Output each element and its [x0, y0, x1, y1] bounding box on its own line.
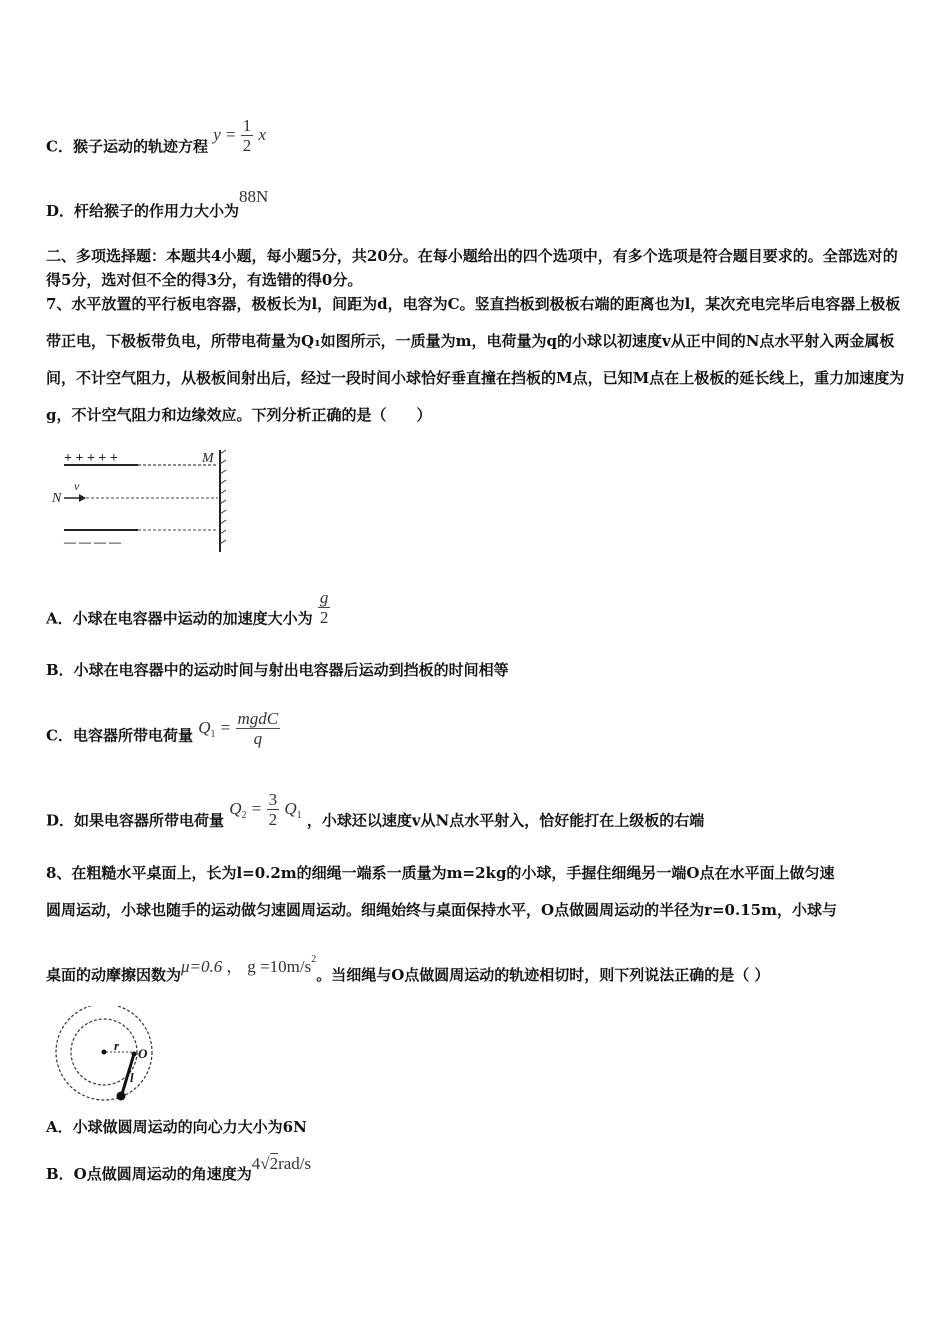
option-d-q7: D．如果电容器所带电荷量 $Q_2$ = $\frac{3}{2}$ $Q_1$ ，小球还以速度v从N点水平射入，恰好能打在上级板的右端	[46, 790, 705, 830]
label-m: M	[202, 451, 214, 466]
fraction: $\frac{g}{2}$	[319, 588, 329, 627]
label-v: v	[74, 479, 80, 493]
question-8-line2: 圆周运动，小球也随手的运动做匀速圆周运动。细绳始终与桌面保持水平，O点做圆周运动的半径为r=0.15m，小球与	[46, 901, 837, 919]
question-8-line3: 桌面的动摩擦因数为μ=0.6 ， $g =10m/s^2$。当细绳与O点做圆周运动的轨迹相切时，则下列说法正确的是（ ）	[46, 954, 770, 984]
option-d-q6: D．杆给猴子的作用力大小为88N	[46, 187, 269, 220]
option-b-q8: B．O点做圆周运动的角速度为4√2rad/s	[46, 1154, 312, 1183]
circle-figure	[50, 1006, 160, 1106]
fraction: $\frac{\text{mgdC}}{q}$	[237, 709, 279, 748]
top-plate-charges: + + + + +	[64, 451, 118, 466]
fraction: $\frac{1}{2}$	[242, 116, 252, 155]
section-header: 二、多项选择题：本题共4小题，每小题5分，共20分。在每小题给出的四个选项中，有多个选项是符合题目要求的。全部选对的得5分，选对但不全的得3分，有选错的得0分。	[46, 247, 898, 289]
option-a-q8: A．小球做圆周运动的向心力大小为6N	[46, 1118, 307, 1136]
question-8-line1: 8、在粗糙水平桌面上，长为l=0.2m的细绳一端系一质量为m=2kg的小球，手握住细绳另一端O点在水平面上做匀速	[46, 864, 835, 882]
question-7-text: 7、水平放置的平行板电容器，极板长为l，间距为d，电容为C。竖直挡板到极板右端的距离也为l，某次充电完毕后电容器上极板带正电，下极板带负电，所带电荷量为Q₁如图所示，一质量为m，电荷量为q的小球以初速度v从正中间的N点水平射入两金属板间，不计空气阻力，从极板间射出后，经过一段时间小球恰好垂直撞在挡板的M点，已知M点在上极板的延长线上，重力加速度为g，不计空气阻力和边缘效应。下列分析正确的是（ ）	[46, 295, 905, 424]
bottom-plate-charges: — — — —	[64, 535, 121, 549]
option-b-q7: B．小球在电容器中的运动时间与射出电容器后运动到挡板的时间相等	[46, 661, 509, 679]
center-dot	[102, 1050, 107, 1055]
fraction: $\frac{3}{2}$	[268, 790, 278, 829]
label-l: l	[130, 1070, 134, 1085]
option-c-q7: C．电容器所带电荷量 $Q_1$ = $\frac{\text{mgdC}}{q}$	[46, 709, 279, 748]
capacitor-figure	[46, 444, 236, 556]
label-r: r	[114, 1038, 120, 1053]
ball	[117, 1092, 126, 1101]
label-n: N	[52, 491, 62, 506]
label-o: O	[138, 1046, 148, 1061]
option-c-q6: C．猴子运动的轨迹方程 y = $\frac{1}{2}$ x	[46, 116, 267, 156]
sqrt-sign: √	[260, 1154, 270, 1173]
option-a-q7: A．小球在电容器中运动的加速度大小为 $\frac{g}{2}$	[46, 588, 329, 628]
